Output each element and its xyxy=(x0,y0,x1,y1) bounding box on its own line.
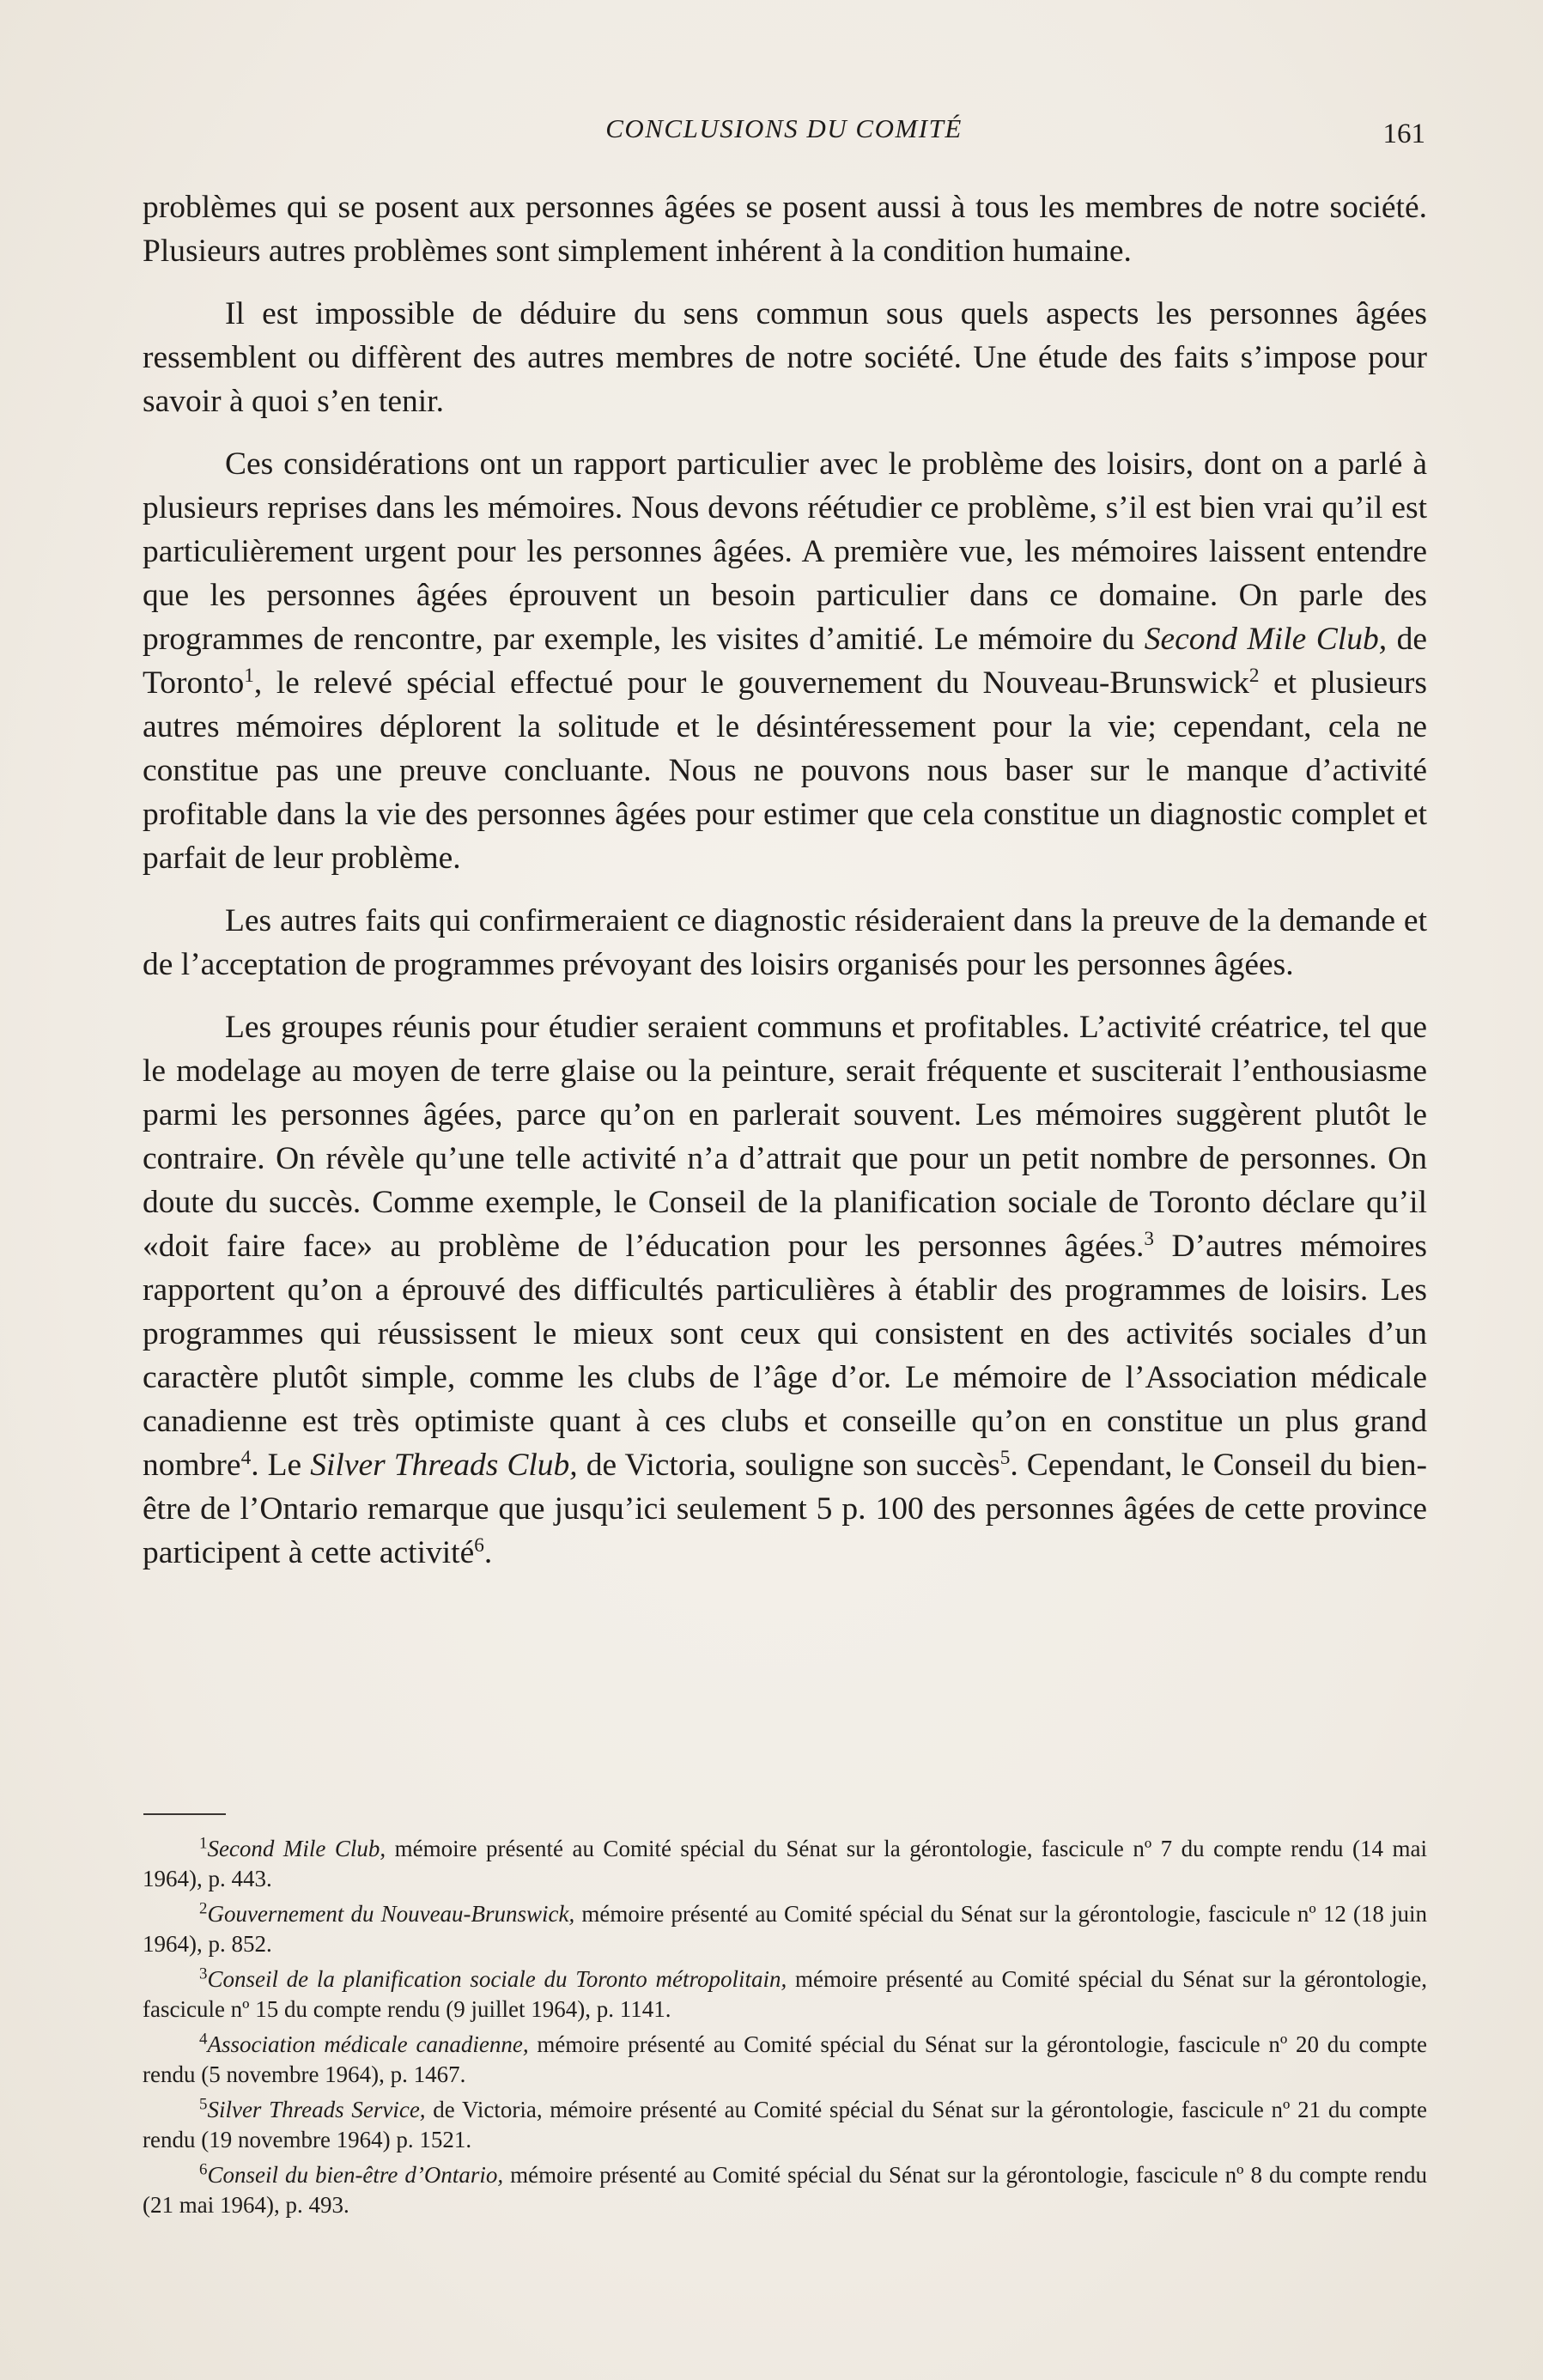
text-run: . xyxy=(483,1535,493,1570)
footnote-reference: 3 xyxy=(1144,1228,1154,1251)
footnote-reference: 6 xyxy=(474,1534,484,1557)
text-run: . Le xyxy=(251,1448,311,1483)
footnote xyxy=(143,1964,1427,2024)
footnote-marker: 6 xyxy=(199,2160,208,2179)
footnote xyxy=(143,2095,1427,2154)
footnote-text: mémoire présenté au Comité spécial du Sénat sur la gérontologie, fascicule nº 12 (18 juin 1964), p. 852. xyxy=(143,1901,1427,1957)
footnote-reference: 2 xyxy=(1248,665,1260,688)
footnote-reference: 5 xyxy=(999,1447,1011,1470)
body-text xyxy=(143,185,1427,1594)
paragraph xyxy=(143,292,1427,423)
footnote-text: mémoire présenté au Comité spécial du Sénat sur la gérontologie, fascicule nº 20 du compte rendu (5 novembre 1964), p. 1467. xyxy=(143,2031,1428,2087)
text-run: de Toronto xyxy=(143,622,1427,701)
text-run: Les autres faits qui confirmeraient ce diagnostic résideraient dans la preuve de la demande et de l’acceptation de programmes prévoyant des loisirs organisés pour les personnes âgées. xyxy=(143,903,1427,982)
footnote-text: mémoire présenté au Comité spécial du Sénat sur la gérontologie, fascicule nº 15 du compte rendu (9 juillet 1964), p. 1141. xyxy=(143,1966,1427,2022)
running-head xyxy=(143,113,1425,158)
footnote xyxy=(143,2160,1427,2219)
footnotes xyxy=(143,1834,1427,2225)
footnote-marker: 4 xyxy=(199,2030,208,2049)
running-title: CONCLUSIONS DU COMITÉ xyxy=(605,113,963,143)
text-run: Les groupes réunis pour étudier seraient communs et profitables. L’activité créatrice, tel que le modelage au moyen de terre glaise ou la peinture, serait fréquente et susciterait l’enthousiasme parmi les personnes âgées, parce qu’on en parlerait souvent. Les mémoires suggèrent plutôt le contraire. On révèle qu’une telle activité n’a d’attrait que pour un petit nombre de personnes. On doute du succès. Comme exemple, le Conseil de la planification sociale de Toronto déclare qu’il «doit faire face» au problème de l’éducation pour les personnes âgées. xyxy=(143,1010,1427,1264)
footnote xyxy=(143,1834,1427,1893)
footnote-source: Gouvernement du Nouveau-Brunswick, xyxy=(207,1901,575,1927)
text-run: Il est impossible de déduire du sens commun sous quels aspects les personnes âgées ressemblent ou diffèrent des autres membres de notre société. Une étude des faits s’impose pour savoir à quoi s’en tenir. xyxy=(143,296,1427,419)
footnote-source: Conseil du bien-être d’Ontario, xyxy=(207,2162,504,2188)
paragraph xyxy=(143,899,1427,987)
footnote-source: Silver Threads Service, xyxy=(207,2097,426,2122)
text-run: de Victoria, souligne son succès xyxy=(577,1448,1000,1483)
text-run: Ces considérations ont un rapport particulier avec le problème des loisirs, dont on a parlé à plusieurs reprises dans les mémoires. Nous devons réétudier ce problème, s’il est bien vrai qu’il est particulièrement urgent pour les personnes âgées. A première vue, les mémoires laissent entendre que les personnes âgées éprouvent un besoin particulier dans ce domaine. On parle des programmes de rencontre, par exemple, les visites d’amitié. Le mémoire du xyxy=(143,446,1427,657)
text-run: , le relevé spécial effectué pour le gouvernement du Nouveau-Brunswick xyxy=(253,665,1249,701)
footnote-text: de Victoria, mémoire présenté au Comité spécial du Sénat sur la gérontologie, fascicule nº 21 du compte rendu (19 novembre 1964) p. 1521. xyxy=(143,2097,1428,2152)
footnote-marker: 3 xyxy=(199,1964,208,1983)
footnote xyxy=(143,2030,1427,2089)
footnote-source: Conseil de la planification sociale du Toronto métropolitain, xyxy=(207,1966,787,1992)
footnote-text: mémoire présenté au Comité spécial du Sénat sur la gérontologie, fascicule nº 7 du compte rendu (14 mai 1964), p. 443. xyxy=(143,1836,1427,1891)
footnote-marker: 1 xyxy=(199,1834,208,1853)
page-number: 161 xyxy=(1382,118,1425,149)
paragraph xyxy=(143,442,1427,880)
italic-text: Silver Threads Club, xyxy=(310,1448,578,1483)
text-run: D’autres mémoires rapportent qu’on a éprouvé des difficultés particulières à établir des programmes de loisirs. Les programmes qui réussissent le mieux sont ceux qui consistent en des activités sociales d’un caractère plutôt simple, comme les clubs de l’âge d’or. Le mémoire de l’Association médicale canadienne est très optimiste quant à ces clubs et conseille qu’on en constitue un plus grand nombre xyxy=(143,1229,1428,1483)
paragraph xyxy=(143,185,1427,273)
italic-text: Second Mile Club, xyxy=(1144,622,1388,657)
footnote-marker: 5 xyxy=(199,2095,208,2114)
text-run: et plusieurs autres mémoires déplorent la solitude et le désintéressement pour la vie; cependant, cela ne constitue pas une preuve concluante. Nous ne pouvons nous baser sur le manque d’activité profitable dans la vie des personnes âgées pour estimer que cela constitue un diagnostic complet et parfait de leur problème. xyxy=(143,665,1427,876)
footnote-rule xyxy=(143,1813,226,1815)
text-run: . Cependant, le Conseil du bien-être de l’Ontario remarque que jusqu’ici seulement 5 p. 100 des personnes âgées de cette province participent à cette activité xyxy=(143,1448,1427,1570)
footnote-reference: 1 xyxy=(244,665,254,688)
paragraph xyxy=(143,1005,1427,1575)
footnote xyxy=(143,1899,1427,1958)
text-run: problèmes qui se posent aux personnes âgées se posent aussi à tous les membres de notre société. Plusieurs autres problèmes sont simplement inhérent à la condition humaine. xyxy=(143,190,1427,269)
footnote-text: mémoire présenté au Comité spécial du Sénat sur la gérontologie, fascicule nº 8 du compte rendu (21 mai 1964), p. 493. xyxy=(143,2162,1427,2218)
footnote-source: Association médicale canadienne, xyxy=(207,2031,529,2057)
footnote-source: Second Mile Club, xyxy=(207,1836,386,1861)
footnote-reference: 4 xyxy=(240,1447,252,1470)
footnote-marker: 2 xyxy=(199,1899,208,1918)
